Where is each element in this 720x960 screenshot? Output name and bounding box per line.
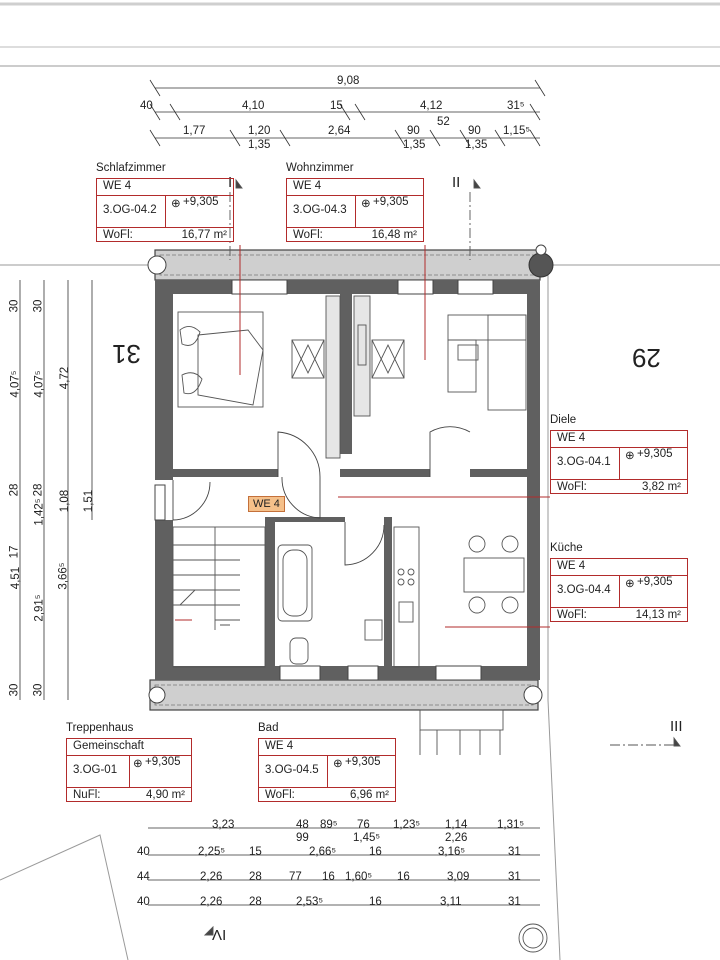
dim-bot-r1-c: 99 <box>296 832 309 844</box>
dim-bot-r4-g: 31 <box>508 896 521 908</box>
room-name: Treppenhaus <box>66 722 134 734</box>
room-area: 3,82 m² <box>642 481 681 493</box>
dim-bot-r4-d: 2,53⁵ <box>296 896 324 908</box>
balcony-top <box>148 245 553 280</box>
interior-walls <box>173 294 527 667</box>
room-code: 3.OG-04.4 <box>557 584 611 596</box>
dim-left-c4-a: 1,51 <box>83 489 96 513</box>
dim-bot-r1-i: 2,26 <box>445 832 468 844</box>
room-tag-box <box>96 178 234 242</box>
dim-bot-r3-e: 16 <box>322 871 335 883</box>
room-unit: WE 4 <box>557 560 586 572</box>
room-tag-box <box>66 738 192 802</box>
level-icon: ⊕ <box>625 578 635 590</box>
room-unit: WE 4 <box>103 180 132 192</box>
dim-bot-r4-e: 16 <box>369 896 382 908</box>
dim-bot-r1-b: 48 <box>296 819 309 831</box>
dim-top-r3-b: 1,20 <box>248 125 271 137</box>
stairs <box>173 527 265 667</box>
room-code: 3.OG-04.3 <box>293 204 347 216</box>
dim-bot-r3-h: 3,09 <box>447 871 470 883</box>
dim-left-c2-d: 28 <box>32 483 45 497</box>
level-icon: ⊕ <box>171 198 181 210</box>
room-code: 3.OG-04.1 <box>557 456 611 468</box>
dim-bot-r2-f: 3,16⁵ <box>438 846 466 858</box>
living-furniture <box>354 296 526 416</box>
dim-bot-r3-g: 16 <box>397 871 410 883</box>
dim-left-c2-f: 30 <box>32 683 45 697</box>
room-tag-box <box>550 558 688 622</box>
dim-bot-r1-h: 1,14 <box>445 819 468 831</box>
dim-bot-r1-e: 76 <box>357 819 370 831</box>
dim-bot-r2-g: 31 <box>508 846 521 858</box>
room-level: +9,305 <box>637 576 673 588</box>
dim-bot-r1-f: 1,45⁵ <box>353 832 381 844</box>
dim-overall: 9,08 <box>337 75 360 87</box>
dim-left-c3-c: 3,66⁵ <box>57 562 70 590</box>
dim-top-r2-b: 4,10 <box>242 100 265 112</box>
area-label: NuFl: <box>73 789 101 801</box>
room-area: 6,96 m² <box>350 789 389 801</box>
room-area: 16,48 m² <box>371 229 417 241</box>
dim-bot-r4-a: 40 <box>137 896 150 908</box>
dim-left-c3-b: 1,08 <box>59 489 72 513</box>
dim-left-c3-a: 4,72 <box>59 366 72 390</box>
dim-top-r2-d: 4,12 <box>420 100 443 112</box>
room-name: Bad <box>258 722 279 734</box>
dim-bot-r3-f: 1,60⁵ <box>345 871 373 883</box>
room-area: 14,13 m² <box>635 609 681 621</box>
room-level: +9,305 <box>637 448 673 460</box>
bathroom-fixtures <box>278 545 382 664</box>
dim-bot-r2-b: 2,25⁵ <box>198 846 226 858</box>
room-name: Wohnzimmer <box>286 162 354 174</box>
dim-left-c2-c: 1,42⁵ <box>33 498 46 526</box>
door-swings <box>173 427 470 565</box>
level-icon: ⊕ <box>333 758 343 770</box>
room-level: +9,305 <box>373 196 409 208</box>
dim-top-r3-a: 1,77 <box>183 125 206 137</box>
section-marker-ii: II <box>452 174 461 191</box>
room-name: Diele <box>550 414 577 426</box>
dim-left-c1-d: 17 <box>8 545 21 559</box>
level-icon: ⊕ <box>625 450 635 462</box>
dim-bot-r4-c: 28 <box>249 896 262 908</box>
dim-bot-r2-a: 40 <box>137 846 150 858</box>
dim-top-r2-c: 15 <box>330 100 343 112</box>
dim-bot-r2-c: 15 <box>249 846 262 858</box>
dim-left-c1-a: 30 <box>8 299 21 313</box>
dim-top-52: 52 <box>437 116 450 128</box>
dim-top-r3-c: 2,64 <box>328 125 351 137</box>
room-unit: WE 4 <box>293 180 322 192</box>
room-area: 16,77 m² <box>181 229 227 241</box>
dim-bot-r4-f: 3,11 <box>440 896 462 908</box>
room-level: +9,305 <box>345 756 381 768</box>
dim-bot-r2-d: 2,66⁵ <box>309 846 337 858</box>
area-label: WoFl: <box>293 229 323 241</box>
section-marker-iii: III <box>670 718 683 735</box>
dim-left-c1-b: 4,07⁵ <box>9 370 22 398</box>
dim-top-r2-e: 31⁵ <box>507 100 525 112</box>
room-area: 4,90 m² <box>146 789 185 801</box>
section-marker-iv: IV <box>212 926 227 943</box>
room-unit: Gemeinschaft <box>73 740 144 752</box>
room-level: +9,305 <box>183 196 219 208</box>
room-name: Schlafzimmer <box>96 162 166 174</box>
house-number-left: 31 <box>112 339 141 369</box>
area-label: WoFl: <box>103 229 133 241</box>
area-label: WoFl: <box>557 481 587 493</box>
dim-top-sub-a: 1,35 <box>248 139 271 151</box>
dim-bot-r2-e: 16 <box>369 846 382 858</box>
dim-left-c1-f: 30 <box>8 683 21 697</box>
bed <box>178 296 340 458</box>
room-unit: WE 4 <box>265 740 294 752</box>
dim-bot-r3-a: 44 <box>137 871 150 883</box>
dim-top-r3-d: 90 <box>407 125 420 137</box>
level-icon: ⊕ <box>361 198 371 210</box>
dim-bot-r3-c: 28 <box>249 871 262 883</box>
room-level: +9,305 <box>145 756 181 768</box>
dim-bot-r1-a: 3,23 <box>212 819 235 831</box>
dim-left-c1-e: 4,51 <box>10 566 23 590</box>
unit-badge: WE 4 <box>248 496 285 512</box>
level-icon: ⊕ <box>133 758 143 770</box>
room-tag-box <box>258 738 396 802</box>
room-code: 3.OG-01 <box>73 764 118 776</box>
section-marker-i: I <box>228 174 233 191</box>
room-name: Küche <box>550 542 583 554</box>
dim-left-c2-b: 4,07⁵ <box>33 370 46 398</box>
dim-bot-r1-j: 1,31⁵ <box>497 819 525 831</box>
dim-bot-r1-g: 1,23⁵ <box>393 819 421 831</box>
dim-left-c2-e: 2,91⁵ <box>33 594 46 622</box>
room-tag-box <box>286 178 424 242</box>
dim-bot-r4-b: 2,26 <box>200 896 223 908</box>
house-number-right: 29 <box>632 343 661 373</box>
area-label: WoFl: <box>557 609 587 621</box>
kitchen-fixtures <box>394 527 524 667</box>
dim-top-sub-b: 1,35 <box>403 139 426 151</box>
area-label: WoFl: <box>265 789 295 801</box>
dim-bot-r3-i: 31 <box>508 871 521 883</box>
room-code: 3.OG-04.5 <box>265 764 319 776</box>
dim-bot-r1-d: 89⁵ <box>320 819 338 831</box>
room-code: 3.OG-04.2 <box>103 204 157 216</box>
dim-top-sub-c: 1,35 <box>465 139 488 151</box>
room-unit: WE 4 <box>557 432 586 444</box>
dim-top-r2-a: 40 <box>140 100 153 112</box>
balcony-bottom <box>149 680 542 710</box>
room-tag-box <box>550 430 688 494</box>
dim-left-c1-c: 28 <box>8 483 21 497</box>
dim-bot-r3-d: 77 <box>289 871 302 883</box>
dim-top-r3-e: 90 <box>468 125 481 137</box>
dim-bot-r3-b: 2,26 <box>200 871 223 883</box>
dim-left-c2-a: 30 <box>32 299 45 313</box>
dim-top-r3-f: 1,15⁵ <box>503 125 531 137</box>
